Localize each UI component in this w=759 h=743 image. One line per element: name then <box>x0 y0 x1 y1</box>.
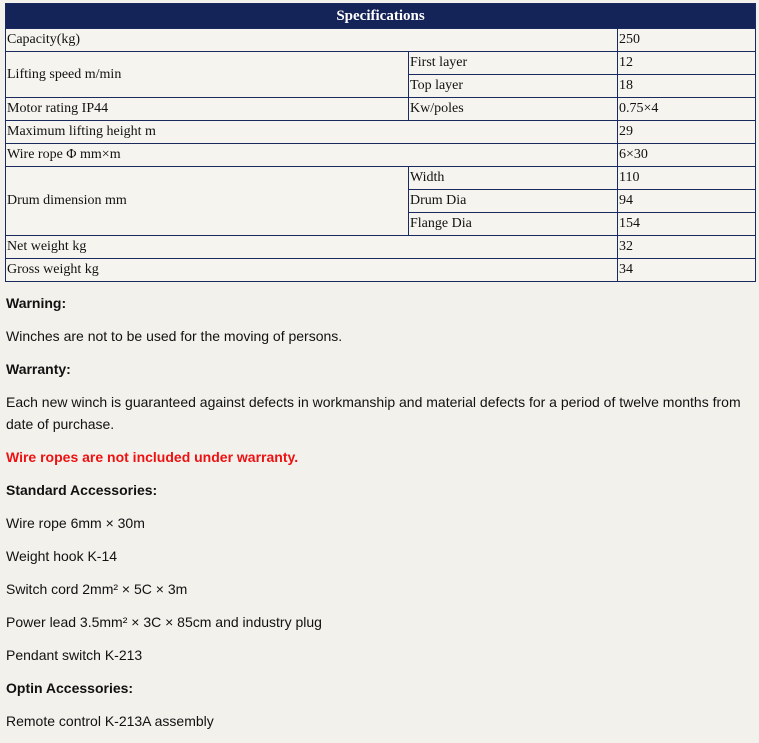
list-item: Pendant switch K-213 <box>6 647 143 663</box>
list-item: Switch cord 2mm² × 5C × 3m <box>6 581 188 597</box>
table-row <box>6 167 756 190</box>
warranty-heading: Warranty: <box>6 361 71 377</box>
table-row <box>6 259 756 282</box>
table-row <box>6 98 756 121</box>
width-value: 110 <box>618 167 756 190</box>
drum-dia-label: Drum Dia <box>409 190 618 213</box>
wire-rope-value: 6×30 <box>618 144 756 167</box>
motor-rating-label: Motor rating IP44 <box>6 98 409 121</box>
table-row <box>6 144 756 167</box>
drum-dia-value: 94 <box>618 190 756 213</box>
warranty-exclusion: Wire ropes are not included under warranty. <box>6 449 299 465</box>
drum-dimension-label: Drum dimension mm <box>6 167 409 236</box>
table-title: Specifications <box>6 4 756 29</box>
gross-weight-value: 34 <box>618 259 756 282</box>
table-row <box>6 29 756 52</box>
warning-heading: Warning: <box>6 295 67 311</box>
table-row <box>6 121 756 144</box>
table-row <box>6 236 756 259</box>
motor-rating-value: 0.75×4 <box>618 98 756 121</box>
notes-section <box>6 292 751 743</box>
warning-text: Winches are not to be used for the moving of persons. <box>6 328 343 344</box>
standard-accessories-heading: Standard Accessories: <box>6 482 158 498</box>
list-item: Weight hook K-14 <box>6 548 118 564</box>
first-layer-value: 12 <box>618 52 756 75</box>
motor-kw-poles-label: Kw/poles <box>409 98 618 121</box>
net-weight-label: Net weight kg <box>6 236 618 259</box>
lifting-speed-label: Lifting speed m/min <box>6 52 409 98</box>
capacity-label: Capacity(kg) <box>6 29 618 52</box>
wire-rope-label: Wire rope Φ mm×m <box>6 144 618 167</box>
max-lift-value: 29 <box>618 121 756 144</box>
flange-dia-label: Flange Dia <box>409 213 618 236</box>
top-layer-label: Top layer <box>409 75 618 98</box>
list-item: Remote control K-213A assembly <box>6 713 214 729</box>
capacity-value: 250 <box>618 29 756 52</box>
optional-accessories-heading: Optin Accessories: <box>6 680 134 696</box>
flange-dia-value: 154 <box>618 213 756 236</box>
width-label: Width <box>409 167 618 190</box>
table-row <box>6 52 756 75</box>
gross-weight-label: Gross weight kg <box>6 259 618 282</box>
list-item: Wire rope 6mm × 30m <box>6 515 145 531</box>
table-header-row <box>6 4 756 29</box>
specifications-table <box>5 3 756 282</box>
first-layer-label: First layer <box>409 52 618 75</box>
warranty-text: Each new winch is guaranteed against defects in workmanship and material defects for a period of twelve months from date of purchase. <box>6 394 741 432</box>
max-lift-label: Maximum lifting height m <box>6 121 618 144</box>
list-item: Power lead 3.5mm² × 3C × 85cm and industry plug <box>6 614 322 630</box>
net-weight-value: 32 <box>618 236 756 259</box>
top-layer-value: 18 <box>618 75 756 98</box>
